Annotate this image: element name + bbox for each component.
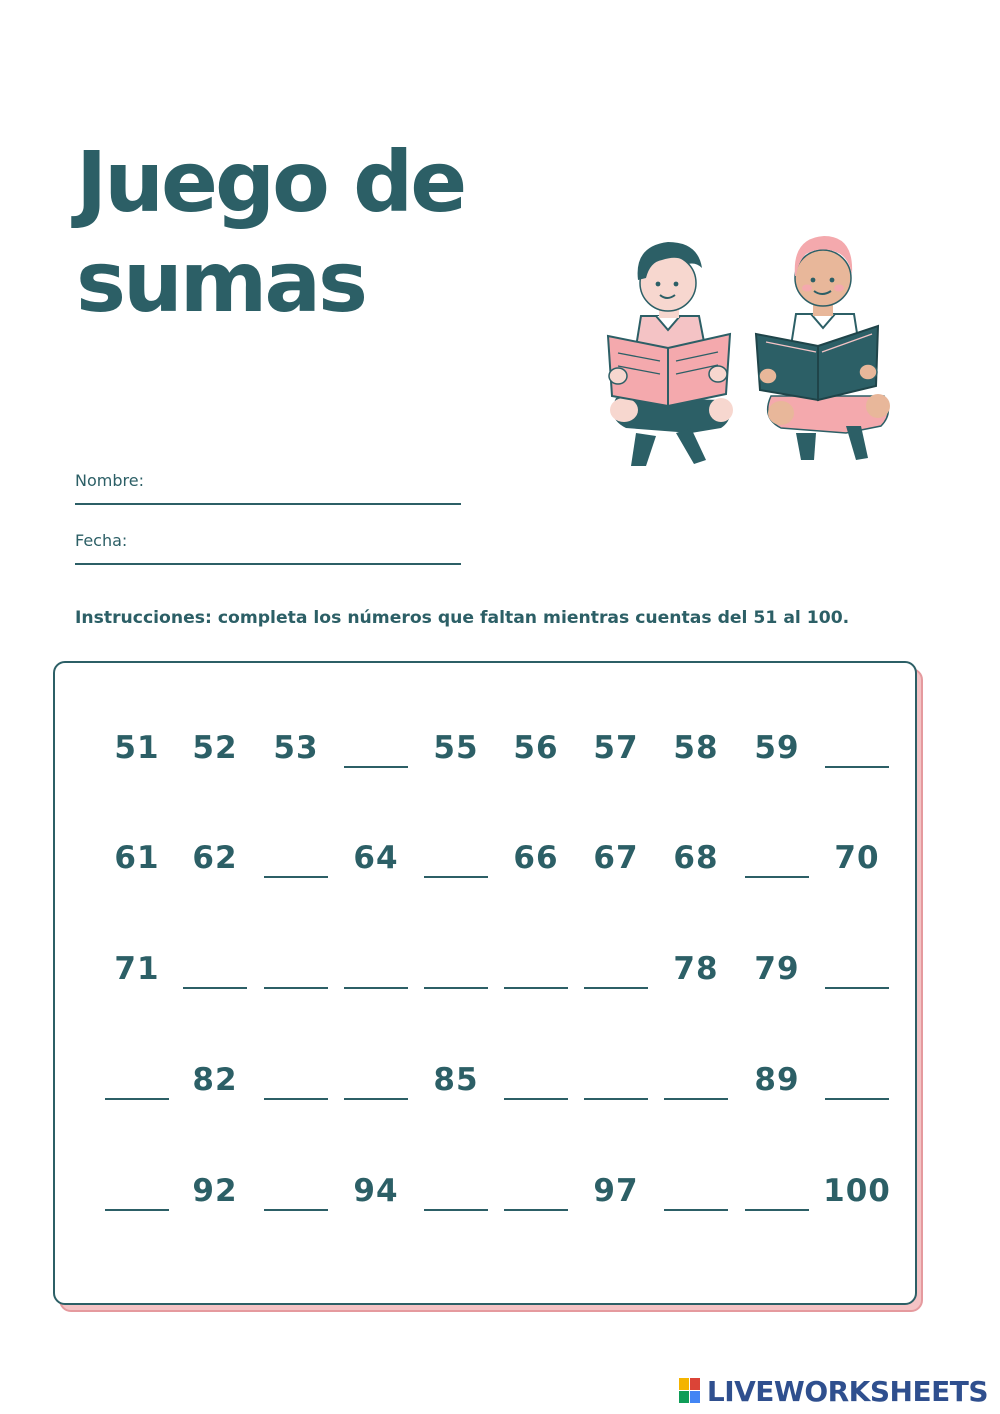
grid-blank-input[interactable] <box>344 766 408 768</box>
title-line-1: Juego de <box>76 133 465 231</box>
liveworksheets-logo-icon <box>679 1378 701 1404</box>
grid-blank-input[interactable] <box>825 1098 889 1100</box>
grid-blank-input[interactable] <box>424 987 488 989</box>
grid-number: 64 <box>353 840 399 876</box>
grid-blank-input[interactable] <box>424 876 488 878</box>
grid-blank-input[interactable] <box>584 1098 648 1100</box>
grid-number: 70 <box>834 840 880 876</box>
grid-number: 68 <box>673 840 719 876</box>
grid-blank-input[interactable] <box>183 987 247 989</box>
grid-number: 82 <box>192 1062 238 1098</box>
grid-number: 85 <box>433 1062 479 1098</box>
grid-number: 66 <box>513 840 559 876</box>
grid-number: 78 <box>673 951 719 987</box>
grid-number: 53 <box>273 730 319 766</box>
grid-blank-input[interactable] <box>264 1098 328 1100</box>
kids-reading-illustration <box>596 228 906 473</box>
grid-number: 79 <box>754 951 800 987</box>
grid-number: 57 <box>593 730 639 766</box>
grid-number: 52 <box>192 730 238 766</box>
kid-left-illustration <box>608 242 733 466</box>
brand-name: LIVEWORKSHEETS <box>706 1374 988 1408</box>
grid-blank-input[interactable] <box>664 1098 728 1100</box>
name-label: Nombre: <box>75 471 144 490</box>
grid-blank-input[interactable] <box>745 1209 809 1211</box>
name-field[interactable] <box>75 471 461 505</box>
date-field[interactable] <box>75 531 461 565</box>
date-label: Fecha: <box>75 531 128 550</box>
grid-blank-input[interactable] <box>504 1098 568 1100</box>
grid-number: 67 <box>593 840 639 876</box>
grid-blank-input[interactable] <box>504 1209 568 1211</box>
grid-blank-input[interactable] <box>105 1209 169 1211</box>
grid-number: 51 <box>114 730 160 766</box>
grid-blank-input[interactable] <box>344 1098 408 1100</box>
grid-number: 89 <box>754 1062 800 1098</box>
grid-blank-input[interactable] <box>424 1209 488 1211</box>
title-line-2: sumas <box>76 233 366 331</box>
grid-number: 56 <box>513 730 559 766</box>
grid-blank-input[interactable] <box>264 1209 328 1211</box>
grid-blank-input[interactable] <box>584 987 648 989</box>
grid-blank-input[interactable] <box>264 876 328 878</box>
instructions-text: Instrucciones: completa los números que faltan mientras cuentas del 51 al 100. <box>75 608 850 628</box>
grid-blank-input[interactable] <box>825 987 889 989</box>
grid-number: 58 <box>673 730 719 766</box>
grid-blank-input[interactable] <box>664 1209 728 1211</box>
page-title <box>76 132 596 332</box>
grid-blank-input[interactable] <box>264 987 328 989</box>
kid-right-illustration <box>756 236 890 460</box>
grid-number: 71 <box>114 951 160 987</box>
grid-blank-input[interactable] <box>105 1098 169 1100</box>
grid-blank-input[interactable] <box>745 876 809 878</box>
grid-blank-input[interactable] <box>825 766 889 768</box>
grid-blank-input[interactable] <box>504 987 568 989</box>
grid-number: 55 <box>433 730 479 766</box>
grid-number: 59 <box>754 730 800 766</box>
grid-number: 92 <box>192 1173 238 1209</box>
grid-number: 97 <box>593 1173 639 1209</box>
grid-number: 61 <box>114 840 160 876</box>
grid-number: 62 <box>192 840 238 876</box>
grid-blank-input[interactable] <box>344 987 408 989</box>
brand-footer <box>679 1374 988 1408</box>
grid-number: 100 <box>823 1173 891 1209</box>
grid-number: 94 <box>353 1173 399 1209</box>
